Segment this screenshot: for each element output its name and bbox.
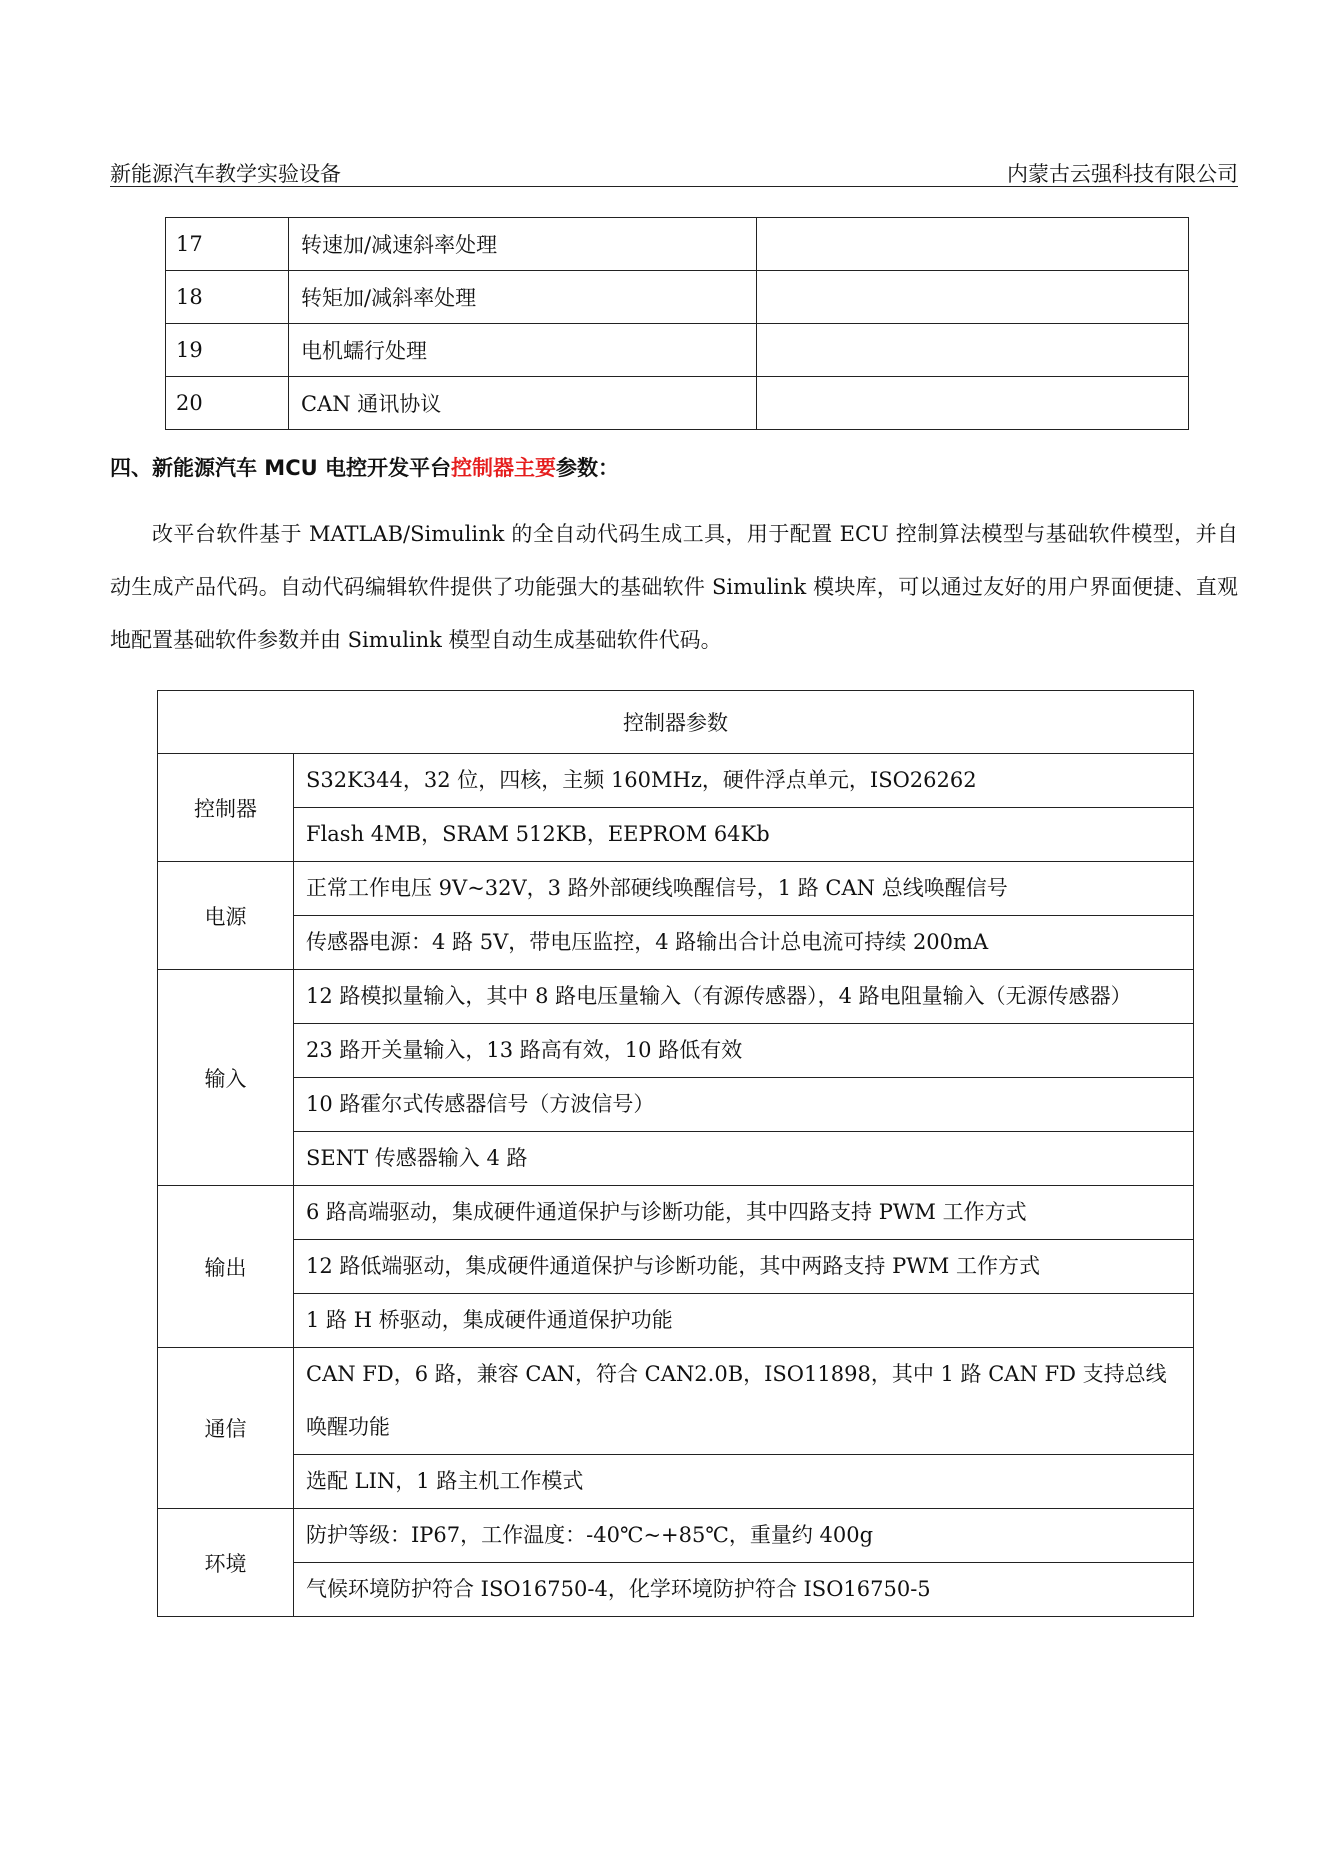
param-row	[158, 1455, 1194, 1509]
param-value: 正常工作电压 9V~32V，3 路外部硬线唤醒信号，1 路 CAN 总线唤醒信号	[294, 862, 1194, 916]
param-value: 10 路霍尔式传感器信号（方波信号）	[294, 1078, 1194, 1132]
header-left-title: 新能源汽车教学实验设备	[110, 162, 341, 186]
table-row	[166, 377, 1189, 430]
param-value: 1 路 H 桥驱动，集成硬件通道保护功能	[294, 1294, 1194, 1348]
param-value: Flash 4MB，SRAM 512KB，EEPROM 64Kb	[294, 808, 1194, 862]
param-value: 6 路高端驱动，集成硬件通道保护与诊断功能，其中四路支持 PWM 工作方式	[294, 1186, 1194, 1240]
param-category: 控制器	[158, 754, 294, 862]
section-heading	[110, 452, 619, 482]
param-value: CAN FD，6 路，兼容 CAN，符合 CAN2.0B，ISO11898，其中 1 路 CAN FD 支持总线唤醒功能	[294, 1348, 1194, 1455]
param-row	[158, 1294, 1194, 1348]
param-category: 输出	[158, 1186, 294, 1348]
section-paragraph: 改平台软件基于 MATLAB/Simulink 的全自动代码生成工具，用于配置 ECU 控制算法模型与基础软件模型，并自动生成产品代码。自动代码编辑软件提供了功能强大的基础软件 Simulink 模块库，可以通过友好的用户界面便捷、直观地配置基础软件参数并由 Simulink 模型自动生成基础软件代码。	[110, 522, 1238, 652]
param-value: 防护等级：IP67，工作温度：-40℃~+85℃，重量约 400g	[294, 1509, 1194, 1563]
table-title-row	[158, 691, 1194, 754]
param-value: 23 路开关量输入，13 路高有效，10 路低有效	[294, 1024, 1194, 1078]
heading-suffix: 参数：	[555, 456, 619, 480]
param-row	[158, 1024, 1194, 1078]
row-num: 17	[166, 218, 289, 271]
table-row	[166, 324, 1189, 377]
param-row	[158, 862, 1194, 916]
param-row	[158, 970, 1194, 1024]
function-list-table	[165, 217, 1189, 430]
row-num: 18	[166, 271, 289, 324]
param-value: 气候环境防护符合 ISO16750-4，化学环境防护符合 ISO16750-5	[294, 1563, 1194, 1617]
table-title: 控制器参数	[158, 691, 1194, 754]
param-category: 电源	[158, 862, 294, 970]
param-category: 环境	[158, 1509, 294, 1617]
param-value: 12 路模拟量输入，其中 8 路电压量输入（有源传感器），4 路电阻量输入（无源传感器）	[294, 970, 1194, 1024]
row-num: 19	[166, 324, 289, 377]
row-name: 电机蠕行处理	[289, 324, 757, 377]
param-row	[158, 1563, 1194, 1617]
param-row	[158, 1240, 1194, 1294]
row-name: CAN 通讯协议	[289, 377, 757, 430]
param-row	[158, 754, 1194, 808]
table-row	[166, 218, 1189, 271]
row-name: 转速加/减速斜率处理	[289, 218, 757, 271]
table-row	[166, 271, 1189, 324]
param-row	[158, 1186, 1194, 1240]
param-value: SENT 传感器输入 4 路	[294, 1132, 1194, 1186]
param-row	[158, 1348, 1194, 1455]
param-row	[158, 1078, 1194, 1132]
header-company-name: 内蒙古云强科技有限公司	[1007, 162, 1238, 186]
row-note	[757, 218, 1189, 271]
param-value: S32K344，32 位，四核，主频 160MHz，硬件浮点单元，ISO26262	[294, 754, 1194, 808]
heading-highlight: 控制器主要	[450, 456, 556, 480]
row-name: 转矩加/减斜率处理	[289, 271, 757, 324]
param-value: 传感器电源：4 路 5V，带电压监控，4 路输出合计总电流可持续 200mA	[294, 916, 1194, 970]
param-value: 选配 LIN，1 路主机工作模式	[294, 1455, 1194, 1509]
param-category: 输入	[158, 970, 294, 1186]
row-num: 20	[166, 377, 289, 430]
param-value: 12 路低端驱动，集成硬件通道保护与诊断功能，其中两路支持 PWM 工作方式	[294, 1240, 1194, 1294]
row-note	[757, 377, 1189, 430]
param-row	[158, 808, 1194, 862]
controller-params-table	[157, 690, 1194, 1617]
page-header	[110, 158, 1238, 187]
row-note	[757, 271, 1189, 324]
param-category: 通信	[158, 1348, 294, 1509]
row-note	[757, 324, 1189, 377]
param-row	[158, 1509, 1194, 1563]
param-row	[158, 1132, 1194, 1186]
param-row	[158, 916, 1194, 970]
heading-prefix: 四、新能源汽车 MCU 电控开发平台	[110, 456, 451, 480]
